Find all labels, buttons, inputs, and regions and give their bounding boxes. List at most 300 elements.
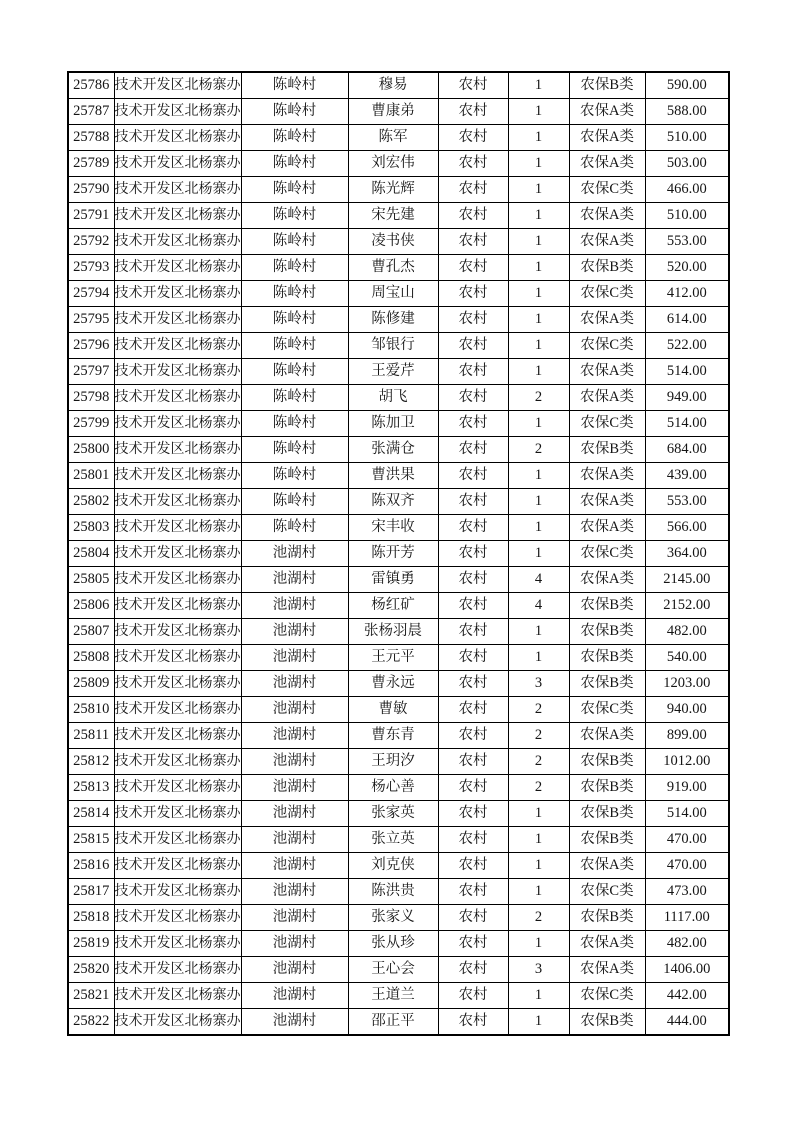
cell-text-person-name: 曹洪果 (371, 467, 415, 483)
table-row (68, 203, 729, 229)
table-row (68, 775, 729, 801)
cell-insurance-category (569, 775, 645, 801)
cell-text-village: 池湖村 (272, 909, 317, 925)
cell-text-record-id: 25791 (73, 207, 110, 223)
cell-village (241, 489, 348, 515)
cell-amount (645, 905, 729, 931)
cell-person-name (348, 151, 438, 177)
cell-text-person-name: 胡飞 (378, 389, 408, 405)
cell-text-amount: 1012.00 (663, 753, 711, 769)
cell-record-id (68, 853, 114, 879)
cell-village (241, 593, 348, 619)
cell-text-village: 陈岭村 (272, 207, 317, 223)
cell-amount (645, 1009, 729, 1036)
cell-text-village: 陈岭村 (272, 311, 317, 327)
table-row (68, 333, 729, 359)
cell-text-district: 技术开发区北杨寨办 (114, 338, 241, 353)
cell-text-district: 技术开发区北杨寨办 (114, 468, 241, 483)
cell-person-count (508, 827, 569, 853)
cell-residence-type (438, 489, 508, 515)
cell-text-residence-type: 农村 (458, 779, 488, 795)
cell-residence-type (438, 775, 508, 801)
cell-village (241, 177, 348, 203)
cell-text-amount: 510.00 (666, 129, 707, 145)
cell-village (241, 333, 348, 359)
cell-amount (645, 619, 729, 645)
cell-person-name (348, 775, 438, 801)
cell-residence-type (438, 619, 508, 645)
district-clip-region (115, 385, 241, 410)
district-clip-region (115, 645, 241, 670)
cell-text-residence-type: 农村 (458, 987, 488, 1003)
cell-text-record-id: 25805 (73, 571, 110, 587)
cell-person-count (508, 671, 569, 697)
cell-residence-type (438, 801, 508, 827)
cell-text-district: 技术开发区北杨寨办 (114, 1014, 241, 1029)
cell-text-person-count: 1 (534, 77, 543, 93)
table-row (68, 645, 729, 671)
cell-person-count (508, 905, 569, 931)
cell-village (241, 567, 348, 593)
cell-person-count (508, 203, 569, 229)
cell-text-person-name: 陈开芳 (371, 545, 415, 561)
cell-residence-type (438, 749, 508, 775)
cell-person-name (348, 229, 438, 255)
cell-text-village: 陈岭村 (272, 285, 317, 301)
cell-text-record-id: 25794 (73, 285, 110, 301)
district-clip-region (115, 957, 241, 982)
cell-residence-type (438, 957, 508, 983)
cell-insurance-category (569, 697, 645, 723)
cell-village (241, 463, 348, 489)
cell-text-amount: 1203.00 (663, 675, 711, 691)
cell-insurance-category (569, 281, 645, 307)
cell-text-record-id: 25806 (73, 597, 110, 613)
cell-text-person-count: 2 (534, 909, 543, 925)
cell-text-insurance-category: 农保A类 (580, 129, 634, 145)
cell-text-person-count: 1 (534, 129, 543, 145)
cell-insurance-category (569, 879, 645, 905)
cell-text-person-count: 1 (534, 259, 543, 275)
cell-person-count (508, 359, 569, 385)
cell-text-residence-type: 农村 (458, 181, 488, 197)
cell-village (241, 671, 348, 697)
cell-district (114, 385, 241, 411)
cell-village (241, 411, 348, 437)
cell-text-record-id: 25792 (73, 233, 110, 249)
cell-text-district: 技术开发区北杨寨办 (114, 364, 241, 379)
cell-amount (645, 255, 729, 281)
cell-text-insurance-category: 农保C类 (580, 285, 634, 301)
cell-district (114, 307, 241, 333)
cell-text-residence-type: 农村 (458, 831, 488, 847)
cell-person-count (508, 723, 569, 749)
cell-text-insurance-category: 农保C类 (580, 883, 634, 899)
cell-record-id (68, 879, 114, 905)
cell-amount (645, 775, 729, 801)
cell-text-insurance-category: 农保A类 (580, 155, 634, 171)
table-row (68, 957, 729, 983)
cell-insurance-category (569, 489, 645, 515)
cell-text-residence-type: 农村 (458, 467, 488, 483)
cell-person-name (348, 515, 438, 541)
cell-text-district: 技术开发区北杨寨办 (114, 728, 241, 743)
cell-text-record-id: 25814 (73, 805, 110, 821)
cell-text-amount: 553.00 (666, 233, 707, 249)
cell-village (241, 255, 348, 281)
cell-person-count (508, 567, 569, 593)
cell-person-name (348, 385, 438, 411)
table-row (68, 151, 729, 177)
cell-text-district: 技术开发区北杨寨办 (114, 182, 241, 197)
table-row (68, 983, 729, 1009)
cell-text-person-name: 邹银行 (371, 337, 415, 353)
cell-district (114, 619, 241, 645)
cell-text-residence-type: 农村 (458, 493, 488, 509)
cell-amount (645, 749, 729, 775)
cell-text-record-id: 25819 (73, 935, 110, 951)
cell-text-village: 陈岭村 (272, 77, 317, 93)
cell-text-person-count: 2 (534, 779, 543, 795)
cell-text-person-name: 曹孔杰 (371, 259, 415, 275)
table-row (68, 853, 729, 879)
cell-district (114, 229, 241, 255)
cell-insurance-category (569, 333, 645, 359)
cell-text-village: 陈岭村 (272, 129, 317, 145)
cell-person-name (348, 697, 438, 723)
district-clip-region (115, 151, 241, 176)
cell-text-residence-type: 农村 (458, 597, 488, 613)
cell-text-insurance-category: 农保A类 (580, 233, 634, 249)
cell-residence-type (438, 99, 508, 125)
cell-village (241, 385, 348, 411)
cell-record-id (68, 1009, 114, 1036)
cell-text-village: 池湖村 (272, 701, 317, 717)
cell-district (114, 72, 241, 99)
cell-text-district: 技术开发区北杨寨办 (114, 858, 241, 873)
table-row (68, 385, 729, 411)
cell-text-person-count: 1 (534, 285, 543, 301)
cell-person-count (508, 515, 569, 541)
cell-amount (645, 983, 729, 1009)
cell-person-name (348, 437, 438, 463)
cell-insurance-category (569, 671, 645, 697)
cell-text-insurance-category: 农保A类 (580, 389, 634, 405)
cell-text-district: 技术开发区北杨寨办 (114, 598, 241, 613)
cell-text-record-id: 25801 (73, 467, 110, 483)
cell-record-id (68, 177, 114, 203)
cell-residence-type (438, 229, 508, 255)
cell-text-person-name: 曹东青 (371, 727, 415, 743)
cell-text-insurance-category: 农保B类 (580, 1013, 634, 1029)
cell-district (114, 359, 241, 385)
cell-text-person-count: 1 (534, 155, 543, 171)
cell-amount (645, 333, 729, 359)
cell-text-person-name: 穆易 (378, 77, 408, 93)
cell-district (114, 645, 241, 671)
cell-text-record-id: 25816 (73, 857, 110, 873)
table-row (68, 307, 729, 333)
cell-text-person-name: 杨红矿 (371, 597, 415, 613)
cell-text-record-id: 25808 (73, 649, 110, 665)
cell-text-record-id: 25799 (73, 415, 110, 431)
cell-insurance-category (569, 125, 645, 151)
cell-text-person-count: 1 (534, 207, 543, 223)
cell-text-residence-type: 农村 (458, 415, 488, 431)
cell-insurance-category (569, 931, 645, 957)
cell-text-person-count: 1 (534, 545, 543, 561)
cell-text-amount: 482.00 (666, 935, 707, 951)
cell-person-name (348, 723, 438, 749)
cell-amount (645, 203, 729, 229)
cell-residence-type (438, 385, 508, 411)
cell-district (114, 905, 241, 931)
cell-amount (645, 593, 729, 619)
cell-text-district: 技术开发区北杨寨办 (114, 390, 241, 405)
cell-text-person-count: 2 (534, 753, 543, 769)
cell-text-village: 陈岭村 (272, 259, 317, 275)
cell-text-residence-type: 农村 (458, 311, 488, 327)
cell-text-person-name: 刘克侠 (371, 857, 415, 873)
cell-text-record-id: 25790 (73, 181, 110, 197)
cell-text-person-name: 曹敏 (378, 701, 408, 717)
district-clip-region (115, 567, 241, 592)
cell-person-name (348, 983, 438, 1009)
district-clip-region (115, 671, 241, 696)
cell-text-person-count: 4 (534, 597, 543, 613)
cell-text-record-id: 25815 (73, 831, 110, 847)
cell-person-name (348, 203, 438, 229)
district-clip-region (115, 697, 241, 722)
table-row (68, 827, 729, 853)
cell-text-village: 池湖村 (272, 935, 317, 951)
cell-person-count (508, 411, 569, 437)
cell-text-residence-type: 农村 (458, 285, 488, 301)
cell-person-name (348, 905, 438, 931)
table-row (68, 905, 729, 931)
cell-village (241, 229, 348, 255)
district-clip-region (115, 125, 241, 150)
cell-district (114, 567, 241, 593)
cell-text-person-name: 邵正平 (371, 1013, 415, 1029)
cell-text-person-name: 张家英 (371, 805, 415, 821)
cell-district (114, 801, 241, 827)
cell-text-residence-type: 农村 (458, 545, 488, 561)
cell-person-count (508, 931, 569, 957)
cell-text-insurance-category: 农保B类 (580, 77, 634, 93)
cell-insurance-category (569, 463, 645, 489)
cell-record-id (68, 671, 114, 697)
cell-residence-type (438, 255, 508, 281)
cell-text-person-name: 陈修建 (371, 311, 415, 327)
cell-district (114, 853, 241, 879)
cell-text-insurance-category: 农保C类 (580, 545, 634, 561)
cell-village (241, 827, 348, 853)
cell-text-amount: 466.00 (666, 181, 707, 197)
cell-text-village: 池湖村 (272, 1013, 317, 1029)
cell-district (114, 671, 241, 697)
cell-record-id (68, 411, 114, 437)
district-clip-region (115, 541, 241, 566)
cell-village (241, 775, 348, 801)
cell-person-count (508, 333, 569, 359)
cell-text-person-name: 张满仓 (371, 441, 415, 457)
cell-record-id (68, 515, 114, 541)
cell-person-name (348, 99, 438, 125)
cell-text-person-count: 1 (534, 857, 543, 873)
cell-text-amount: 940.00 (666, 701, 707, 717)
cell-text-district: 技术开发区北杨寨办 (114, 572, 241, 587)
cell-person-count (508, 879, 569, 905)
cell-text-insurance-category: 农保B类 (580, 623, 634, 639)
district-clip-region (115, 463, 241, 488)
cell-text-record-id: 25817 (73, 883, 110, 899)
district-clip-region (115, 307, 241, 332)
cell-text-record-id: 25807 (73, 623, 110, 639)
cell-village (241, 749, 348, 775)
cell-person-count (508, 619, 569, 645)
cell-person-name (348, 593, 438, 619)
district-clip-region (115, 411, 241, 436)
cell-text-record-id: 25820 (73, 961, 110, 977)
cell-text-person-count: 1 (534, 415, 543, 431)
cell-text-district: 技术开发区北杨寨办 (114, 780, 241, 795)
cell-amount (645, 411, 729, 437)
cell-text-amount: 510.00 (666, 207, 707, 223)
cell-text-residence-type: 农村 (458, 233, 488, 249)
cell-residence-type (438, 541, 508, 567)
cell-text-residence-type: 农村 (458, 883, 488, 899)
cell-residence-type (438, 827, 508, 853)
cell-text-person-count: 2 (534, 441, 543, 457)
cell-insurance-category (569, 437, 645, 463)
cell-person-name (348, 72, 438, 99)
cell-person-name (348, 749, 438, 775)
cell-text-amount: 2152.00 (663, 597, 711, 613)
cell-text-village: 池湖村 (272, 987, 317, 1003)
cell-record-id (68, 827, 114, 853)
cell-record-id (68, 541, 114, 567)
cell-village (241, 931, 348, 957)
cell-text-district: 技术开发区北杨寨办 (114, 676, 241, 691)
cell-text-residence-type: 农村 (458, 259, 488, 275)
cell-text-district: 技术开发区北杨寨办 (114, 754, 241, 769)
cell-person-count (508, 437, 569, 463)
cell-person-count (508, 697, 569, 723)
cell-insurance-category (569, 801, 645, 827)
cell-text-residence-type: 农村 (458, 129, 488, 145)
cell-person-count (508, 229, 569, 255)
cell-text-village: 陈岭村 (272, 493, 317, 509)
cell-person-name (348, 931, 438, 957)
cell-text-amount: 2145.00 (663, 571, 711, 587)
table-row (68, 125, 729, 151)
cell-text-person-name: 刘宏伟 (371, 155, 415, 171)
cell-district (114, 411, 241, 437)
cell-text-village: 陈岭村 (272, 519, 317, 535)
cell-text-person-name: 张立英 (371, 831, 415, 847)
cell-record-id (68, 307, 114, 333)
cell-record-id (68, 359, 114, 385)
cell-village (241, 723, 348, 749)
cell-text-person-name: 王心会 (371, 961, 415, 977)
cell-district (114, 541, 241, 567)
cell-text-district: 技术开发区北杨寨办 (114, 260, 241, 275)
cell-text-insurance-category: 农保A类 (580, 857, 634, 873)
cell-record-id (68, 72, 114, 99)
table-row (68, 463, 729, 489)
cell-district (114, 827, 241, 853)
cell-text-district: 技术开发区北杨寨办 (114, 312, 241, 327)
district-clip-region (115, 983, 241, 1008)
cell-text-village: 池湖村 (272, 675, 317, 691)
cell-text-residence-type: 农村 (458, 675, 488, 691)
cell-text-record-id: 25786 (73, 77, 110, 93)
cell-village (241, 619, 348, 645)
cell-text-insurance-category: 农保B类 (580, 259, 634, 275)
cell-district (114, 697, 241, 723)
cell-text-residence-type: 农村 (458, 363, 488, 379)
cell-text-insurance-category: 农保A类 (580, 363, 634, 379)
cell-text-amount: 470.00 (666, 857, 707, 873)
cell-text-person-count: 1 (534, 623, 543, 639)
district-clip-region (115, 1009, 241, 1034)
district-clip-region (115, 333, 241, 358)
cell-text-insurance-category: 农保C类 (580, 181, 634, 197)
cell-district (114, 151, 241, 177)
cell-residence-type (438, 151, 508, 177)
cell-text-person-name: 杨心善 (371, 779, 415, 795)
cell-text-person-count: 4 (534, 571, 543, 587)
cell-person-count (508, 645, 569, 671)
cell-residence-type (438, 671, 508, 697)
cell-village (241, 125, 348, 151)
cell-text-district: 技术开发区北杨寨办 (114, 884, 241, 899)
cell-text-village: 陈岭村 (272, 337, 317, 353)
cell-text-residence-type: 农村 (458, 103, 488, 119)
cell-text-person-count: 1 (534, 987, 543, 1003)
cell-village (241, 151, 348, 177)
cell-text-district: 技术开发区北杨寨办 (114, 494, 241, 509)
cell-person-name (348, 463, 438, 489)
cell-text-person-name: 陈加卫 (371, 415, 415, 431)
cell-text-person-name: 陈洪贵 (371, 883, 415, 899)
cell-record-id (68, 645, 114, 671)
cell-text-person-count: 1 (534, 233, 543, 249)
cell-text-record-id: 25812 (73, 753, 110, 769)
cell-amount (645, 931, 729, 957)
cell-text-residence-type: 农村 (458, 207, 488, 223)
cell-insurance-category (569, 411, 645, 437)
cell-amount (645, 827, 729, 853)
cell-text-district: 技术开发区北杨寨办 (114, 702, 241, 717)
table-row (68, 931, 729, 957)
cell-text-insurance-category: 农保A类 (580, 207, 634, 223)
cell-person-name (348, 125, 438, 151)
cell-text-village: 陈岭村 (272, 467, 317, 483)
cell-text-amount: 442.00 (666, 987, 707, 1003)
cell-text-village: 池湖村 (272, 727, 317, 743)
cell-amount (645, 541, 729, 567)
cell-text-amount: 364.00 (666, 545, 707, 561)
cell-text-record-id: 25800 (73, 441, 110, 457)
cell-record-id (68, 723, 114, 749)
cell-text-amount: 439.00 (666, 467, 707, 483)
cell-amount (645, 385, 729, 411)
cell-person-name (348, 333, 438, 359)
cell-text-person-count: 3 (534, 961, 543, 977)
cell-text-residence-type: 农村 (458, 727, 488, 743)
